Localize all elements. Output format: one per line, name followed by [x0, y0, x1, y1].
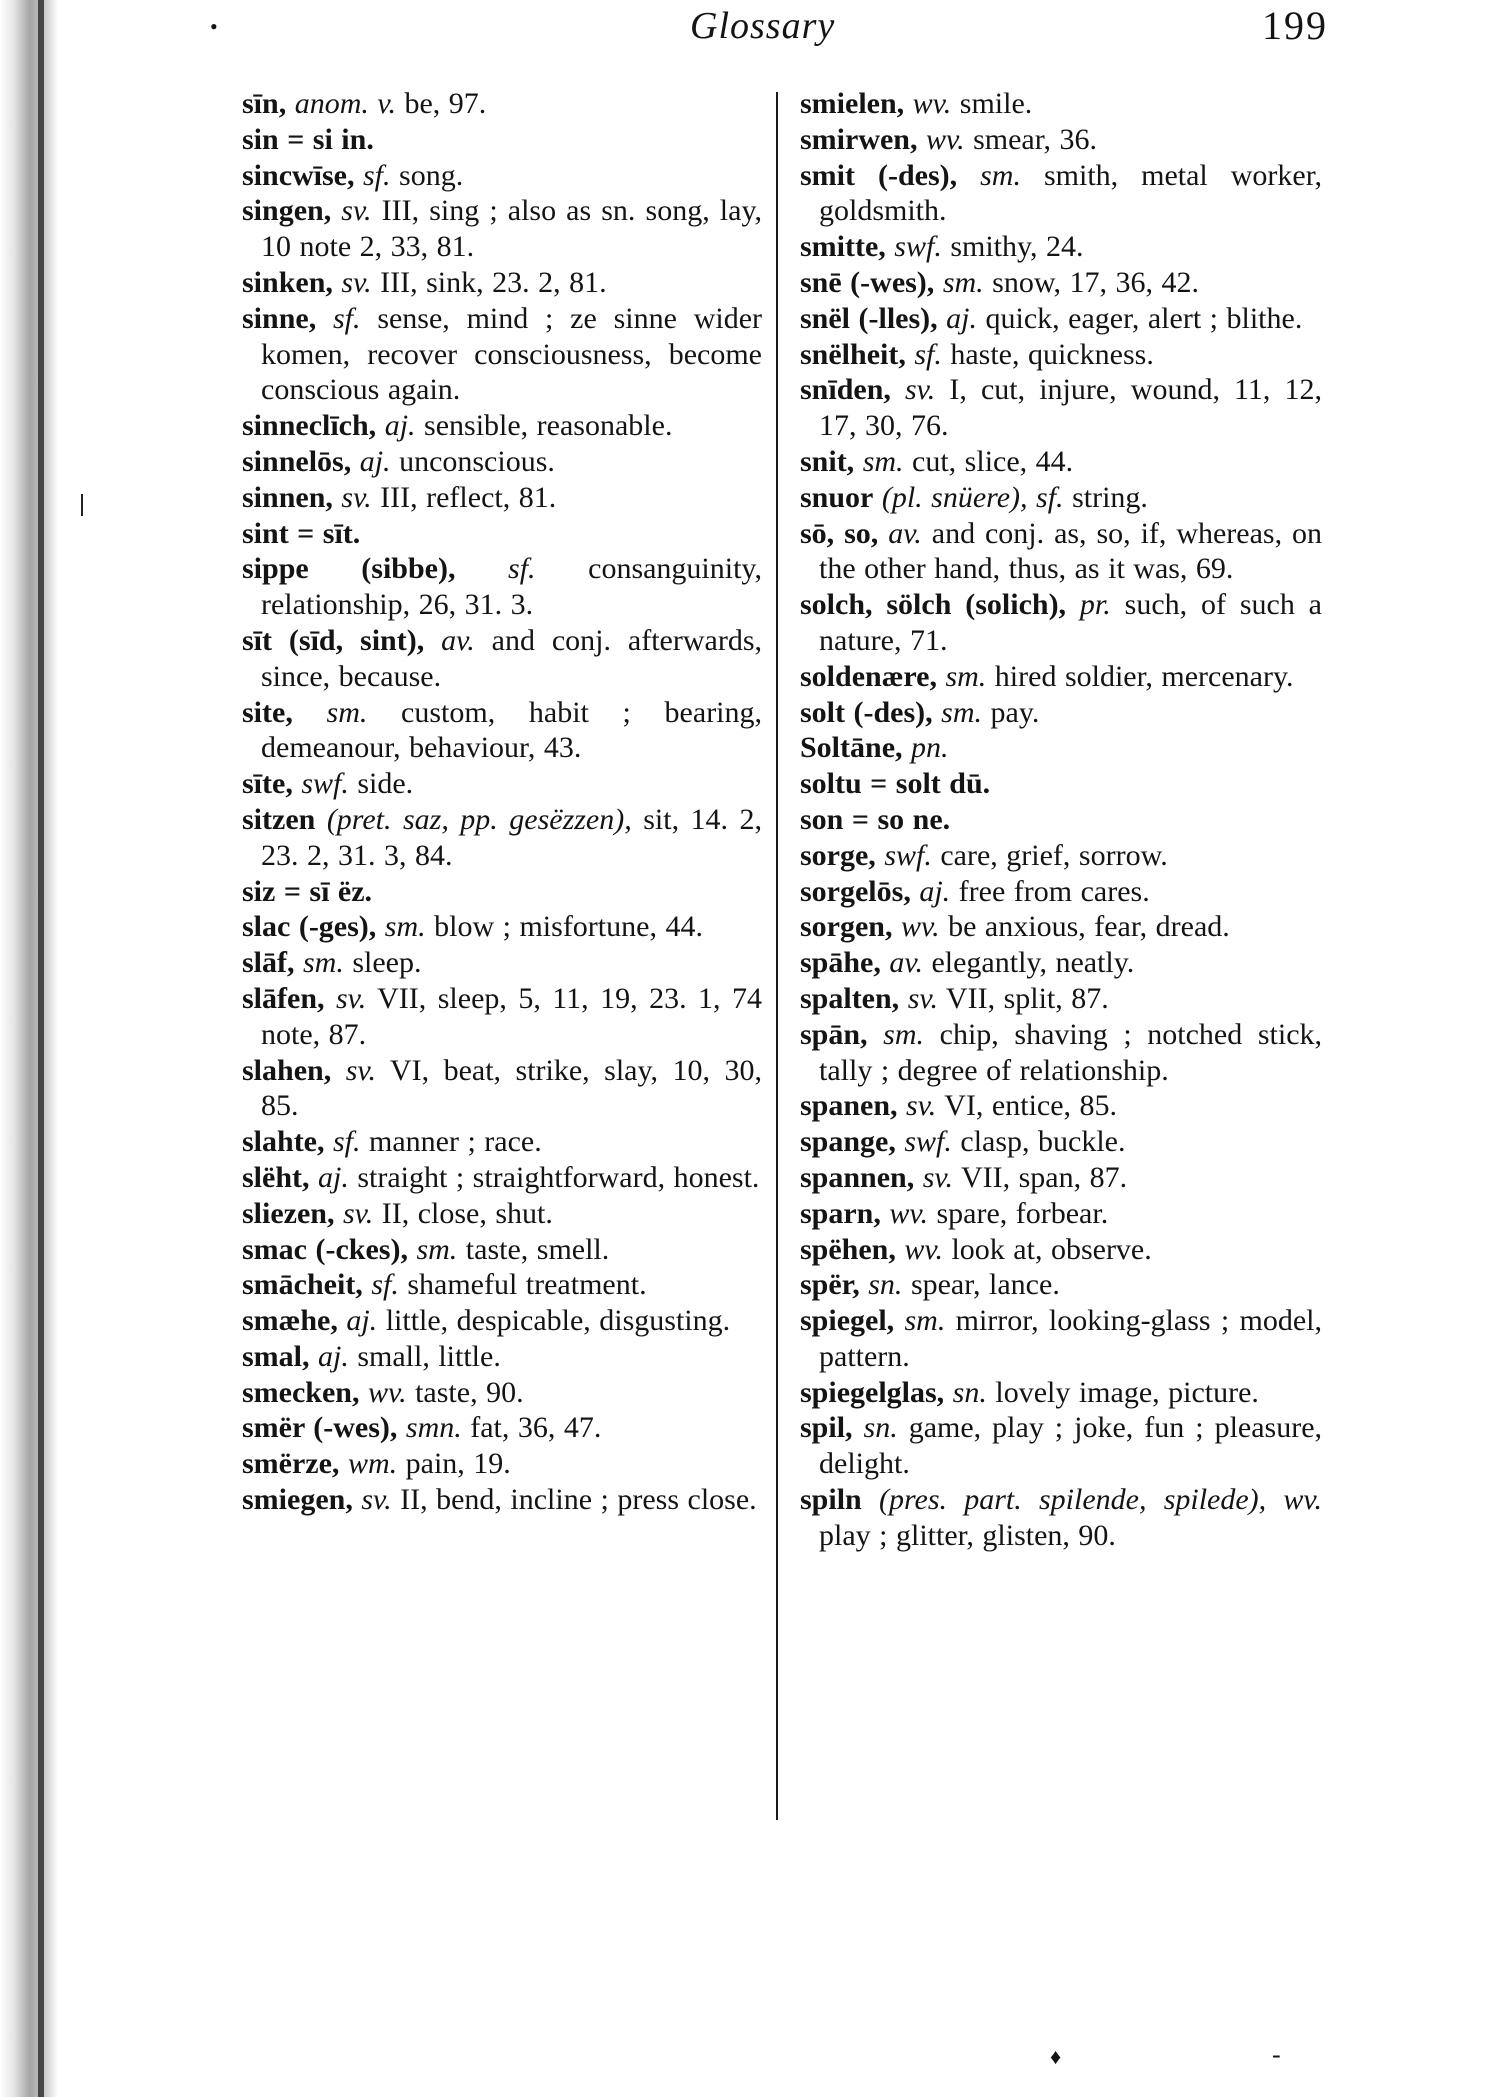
headword: spil,: [800, 1411, 853, 1445]
glossary-entry: [800, 1088, 1322, 1124]
glossary-entry: [800, 86, 1322, 122]
glossary-entry: [242, 874, 762, 910]
headword: son = so ne.: [800, 802, 951, 836]
book-spine-shadow: [0, 0, 58, 2097]
definition: pain, 19.: [405, 1447, 511, 1481]
grammar-label: sf.: [508, 552, 536, 586]
headword: singen,: [242, 194, 332, 228]
glossary-entry: [800, 1482, 1322, 1554]
definition: smithy, 24.: [950, 230, 1084, 264]
glossary-entry: [242, 1339, 762, 1375]
grammar-label: sm.: [941, 695, 982, 729]
definition: elegantly, neatly.: [931, 946, 1135, 980]
definition: play ; glitter, glisten, 90.: [819, 1518, 1116, 1552]
glossary-entry: [800, 372, 1322, 444]
grammar-label: (pres. part. spilende, spilede), wv.: [878, 1483, 1323, 1517]
grammar-label: aj.: [919, 874, 951, 908]
headword: slahen,: [242, 1053, 332, 1087]
glossary-entry: [800, 1232, 1322, 1268]
glossary-entry: [242, 945, 762, 981]
grammar-label: swf.: [894, 230, 942, 264]
headword: spange,: [800, 1125, 896, 1159]
glossary-entry: [242, 802, 762, 874]
headword: slëht,: [242, 1160, 310, 1194]
glossary-entry: [242, 408, 762, 444]
glossary-entry: [800, 337, 1322, 373]
glossary-entry: [800, 1196, 1322, 1232]
definition: III, sing ; also as sn. song, lay, 10 note 2, 33, 81.: [261, 194, 762, 264]
glossary-entry: [242, 1303, 762, 1339]
headword: sin = si in.: [242, 122, 374, 156]
grammar-label: wm.: [347, 1447, 398, 1481]
headword: snē (-wes),: [800, 265, 935, 299]
definition: smear, 36.: [973, 122, 1098, 156]
grammar-label: sm.: [883, 1017, 925, 1051]
headword: solch, sölch (solich),: [800, 588, 1067, 622]
definition: II, close, shut.: [381, 1196, 553, 1230]
definition: pay.: [990, 695, 1040, 729]
glossary-entry: [242, 623, 762, 695]
headword: spër,: [800, 1268, 860, 1302]
definition: and conj. as, so, if, whereas, on the other hand, thus, as it was, 69.: [819, 516, 1323, 586]
definition: VII, sleep, 5, 11, 19, 23. 1, 74 note, 87.: [261, 981, 762, 1051]
glossary-entry: [800, 122, 1322, 158]
glossary-entry: [242, 86, 762, 122]
definition: straight ; straightforward, honest.: [357, 1160, 760, 1194]
definition: taste, smell.: [465, 1232, 610, 1266]
headword: solt (-des),: [800, 695, 933, 729]
definition: side.: [357, 767, 414, 801]
grammar-label: aj.: [384, 409, 416, 443]
glossary-entry: [800, 1267, 1322, 1303]
definition: sense, mind ; ze sinne wider komen, recover consciousness, become conscious again.: [261, 301, 763, 407]
grammar-label: (pl. snüere), sf.: [881, 480, 1064, 514]
glossary-entry: [242, 193, 762, 265]
definition: be, 97.: [404, 87, 487, 120]
headword: siz = sī ëz.: [242, 874, 373, 908]
glossary-entry: [800, 695, 1322, 731]
grammar-label: sm.: [416, 1232, 458, 1266]
headword: smërze,: [242, 1447, 340, 1481]
glossary-entry: [242, 1446, 762, 1482]
glossary-entry: [800, 1017, 1322, 1089]
headword: smiegen,: [242, 1483, 353, 1517]
grammar-label: wv.: [889, 1196, 928, 1230]
headword: sīte,: [242, 767, 293, 801]
headword: snël (-lles),: [800, 301, 938, 335]
glossary-entry: [800, 158, 1322, 230]
grammar-label: av.: [888, 516, 922, 550]
grammar-label: sm.: [384, 910, 426, 944]
glossary-entry: [800, 766, 1322, 802]
headword: site,: [242, 695, 293, 729]
definition: snow, 17, 36, 42.: [992, 265, 1200, 299]
headword: spëhen,: [800, 1232, 896, 1266]
glossary-entry: [242, 265, 762, 301]
headword: snīden,: [800, 373, 891, 407]
grammar-label: sv.: [341, 480, 372, 514]
headword: spiegelglas,: [800, 1375, 945, 1409]
definition: unconscious.: [399, 444, 555, 478]
grammar-label: aj.: [318, 1339, 349, 1373]
headword: sorge,: [800, 838, 876, 872]
glossary-entry: [242, 301, 762, 408]
grammar-label: (pret. saz, pp. gesëzzen),: [326, 802, 632, 836]
headword: sō, so,: [800, 516, 879, 550]
glossary-entry: [242, 909, 762, 945]
headword: slahte,: [242, 1125, 325, 1159]
glossary-right-column: [800, 86, 1322, 1554]
grammar-label: sf.: [363, 158, 391, 192]
glossary-entry: [242, 516, 762, 552]
grammar-label: sv.: [361, 1483, 392, 1517]
grammar-label: wv.: [904, 1232, 943, 1266]
definition: be anxious, fear, dread.: [948, 910, 1230, 944]
headword: sinne,: [242, 301, 317, 335]
book-spine-edge: [38, 0, 44, 2097]
definition: II, bend, incline ; press close.: [400, 1483, 757, 1517]
headword: sparn,: [800, 1196, 881, 1230]
definition: spear, lance.: [910, 1268, 1060, 1302]
definition: manner ; race.: [369, 1125, 542, 1159]
grammar-label: sf.: [914, 337, 942, 371]
headword: sint = sīt.: [242, 516, 361, 550]
headword: sincwīse,: [242, 158, 355, 192]
glossary-entry: [242, 1267, 762, 1303]
glossary-entry: [800, 730, 1322, 766]
definition: consanguinity, relationship, 26, 31. 3.: [261, 552, 762, 622]
grammar-label: sv.: [906, 1089, 937, 1123]
headword: smal,: [242, 1339, 310, 1373]
definition: taste, 90.: [415, 1375, 524, 1409]
glossary-entry: [242, 1196, 762, 1232]
headword: sinnen,: [242, 480, 333, 514]
headword: smitte,: [800, 230, 886, 264]
definition: game, play ; joke, fun ; pleasure, delight.: [819, 1411, 1323, 1481]
grammar-label: sn.: [952, 1375, 987, 1409]
glossary-entry: [800, 945, 1322, 981]
glossary-entry: [800, 265, 1322, 301]
grammar-label: sv.: [335, 981, 367, 1015]
definition: chip, shaving ; notched stick, tally ; degree of relationship.: [819, 1017, 1323, 1087]
definition: haste, quickness.: [950, 337, 1154, 371]
definition: small, little.: [357, 1339, 501, 1373]
definition: shameful treatment.: [407, 1268, 647, 1302]
grammar-label: wv.: [912, 87, 952, 120]
glossary-entry: [242, 1160, 762, 1196]
glossary-entry: [800, 1410, 1322, 1482]
headword: smācheit,: [242, 1268, 363, 1302]
grammar-label: sm.: [945, 659, 987, 693]
headword: spān,: [800, 1017, 868, 1051]
running-title: Glossary: [690, 5, 836, 47]
grammar-label: swf.: [884, 838, 932, 872]
definition: VII, split, 87.: [945, 981, 1109, 1015]
glossary-entry: [800, 838, 1322, 874]
grammar-label: sn.: [863, 1411, 898, 1445]
grammar-label: wv.: [925, 122, 965, 156]
headword: sippe (sibbe),: [242, 552, 456, 586]
grammar-label: sm.: [942, 265, 984, 299]
definition: quick, eager, alert ; blithe.: [985, 301, 1303, 335]
grammar-label: sm.: [904, 1304, 946, 1338]
definition: and conj. afterwards, since, because.: [261, 623, 763, 693]
glossary-entry: [242, 551, 762, 623]
glossary-entry: [800, 480, 1322, 516]
headword: smæhe,: [242, 1304, 338, 1338]
grammar-label: pn.: [911, 731, 949, 765]
glossary-entry: [242, 1232, 762, 1268]
headword: sliezen,: [242, 1196, 335, 1230]
grammar-label: wv.: [367, 1375, 407, 1409]
grammar-label: sv.: [907, 981, 938, 1015]
headword: sinnelōs,: [242, 444, 352, 478]
grammar-label: av.: [441, 623, 475, 657]
grammar-label: smn.: [405, 1411, 462, 1445]
glossary-entry: [800, 1375, 1322, 1411]
definition: sensible, reasonable.: [424, 409, 673, 443]
glossary-entry: [242, 1375, 762, 1411]
glossary-left-column: [242, 86, 762, 1518]
footer-dash: -: [1272, 2040, 1281, 2069]
grammar-label: sm.: [980, 158, 1021, 192]
definition: smith, metal worker, goldsmith.: [819, 158, 1323, 228]
grammar-label: wv.: [901, 910, 940, 944]
grammar-label: pr.: [1079, 588, 1111, 622]
glossary-entry: [800, 1160, 1322, 1196]
headword: sinken,: [242, 265, 333, 299]
glossary-entry: [242, 1482, 762, 1518]
grammar-label: aj.: [359, 444, 391, 478]
headword: soldenære,: [800, 659, 937, 693]
page-number: 199: [1262, 3, 1328, 48]
grammar-label: sm.: [326, 695, 368, 729]
definition: look at, observe.: [951, 1232, 1152, 1266]
definition: spare, forbear.: [936, 1196, 1109, 1230]
grammar-label: sv.: [341, 194, 372, 228]
definition: I, cut, injure, wound, 11, 12, 17, 30, 76.: [819, 373, 1323, 443]
glossary-entry: [800, 909, 1322, 945]
glossary-entry: [242, 1124, 762, 1160]
headword: soltu = solt dū.: [800, 767, 991, 801]
glossary-entry: [800, 301, 1322, 337]
grammar-label: sf.: [333, 1125, 361, 1159]
grammar-label: av.: [889, 946, 923, 980]
headword: spalten,: [800, 981, 900, 1015]
glossary-entry: [242, 1410, 762, 1446]
definition: VI, beat, strike, slay, 10, 30, 85.: [261, 1053, 763, 1123]
definition: free from cares.: [958, 874, 1150, 908]
definition: lovely image, picture.: [995, 1375, 1259, 1409]
headword: sorgelōs,: [800, 874, 911, 908]
grammar-label: aj.: [318, 1160, 349, 1194]
definition: care, grief, sorrow.: [940, 838, 1168, 872]
headword: snit,: [800, 444, 855, 478]
grammar-label: sv.: [345, 1053, 376, 1087]
definition: blow ; misfortune, 44.: [434, 910, 703, 944]
glossary-entry: [800, 981, 1322, 1017]
headword: snuor: [800, 480, 874, 514]
definition: hired soldier, mercenary.: [994, 659, 1294, 693]
headword: smër (-wes),: [242, 1411, 398, 1445]
headword: sīn,: [242, 87, 287, 120]
headword: spannen,: [800, 1160, 915, 1194]
headword: sinneclīch,: [242, 409, 377, 443]
definition: mirror, looking-glass ; model, pattern.: [819, 1304, 1322, 1373]
glossary-entry: [800, 659, 1322, 695]
glossary-entry: [242, 766, 762, 802]
margin-mark: [81, 494, 83, 516]
definition: III, sink, 23. 2, 81.: [380, 265, 607, 299]
glossary-entry: [242, 695, 762, 767]
header-dot: •: [210, 14, 218, 39]
definition: sit, 14. 2, 23. 2, 31. 3, 84.: [261, 802, 763, 872]
glossary-entry: [242, 158, 762, 194]
grammar-label: sv.: [341, 265, 372, 299]
grammar-label: sv.: [342, 1196, 374, 1230]
headword: spiegel,: [800, 1304, 895, 1338]
headword: sitzen: [242, 802, 316, 836]
definition: little, despicable, disgusting.: [385, 1304, 731, 1338]
headword: sorgen,: [800, 910, 893, 944]
glossary-entry: [242, 981, 762, 1053]
grammar-label: aj.: [946, 301, 977, 335]
grammar-label: sv.: [905, 373, 936, 407]
definition: clasp, buckle.: [960, 1125, 1126, 1159]
glossary-entry: [800, 802, 1322, 838]
glossary-entry: [242, 1053, 762, 1125]
grammar-label: sf.: [371, 1268, 399, 1302]
headword: smit (-des),: [800, 158, 958, 192]
headword: smielen,: [800, 87, 905, 120]
headword: snëlheit,: [800, 337, 906, 371]
grammar-label: sm.: [303, 946, 344, 980]
glossary-entry: [800, 444, 1322, 480]
headword: spanen,: [800, 1089, 898, 1123]
glossary-entry: [800, 229, 1322, 265]
definition: string.: [1072, 480, 1148, 514]
footer-mark: ♦: [1050, 2044, 1062, 2069]
definition: custom, habit ; bearing, demeanour, behaviour, 43.: [261, 695, 763, 765]
definition: cut, slice, 44.: [912, 444, 1074, 478]
definition: song.: [399, 158, 464, 192]
grammar-label: swf.: [904, 1125, 952, 1159]
grammar-label: sf.: [333, 301, 361, 335]
headword: Soltāne,: [800, 731, 903, 765]
glossary-entry: [800, 874, 1322, 910]
headword: smecken,: [242, 1375, 360, 1409]
headword: slac (-ges),: [242, 910, 377, 944]
headword: slāf,: [242, 946, 295, 980]
glossary-entry: [800, 516, 1322, 588]
definition: sleep.: [352, 946, 422, 980]
glossary-entry: [800, 1124, 1322, 1160]
glossary-entry: [242, 444, 762, 480]
grammar-label: aj.: [346, 1304, 378, 1338]
definition: VI, entice, 85.: [944, 1089, 1118, 1123]
definition: smile.: [959, 87, 1033, 120]
glossary-entry: [242, 122, 762, 158]
grammar-label: sn.: [868, 1268, 903, 1302]
headword: sīt (sīd, sint),: [242, 623, 425, 657]
definition: such, of such a nature, 71.: [819, 588, 1322, 657]
headword: slāfen,: [242, 981, 325, 1015]
glossary-entry: [800, 587, 1322, 659]
definition: fat, 36, 47.: [470, 1411, 602, 1445]
glossary-entry: [800, 1303, 1322, 1375]
headword: smac (-ckes),: [242, 1232, 408, 1266]
definition: VII, span, 87.: [960, 1160, 1128, 1194]
column-divider: [776, 92, 778, 1820]
grammar-label: sv.: [922, 1160, 953, 1194]
grammar-label: sm.: [862, 444, 904, 478]
headword: spiln: [800, 1483, 862, 1517]
definition: III, reflect, 81.: [380, 480, 557, 514]
glossary-entry: [242, 480, 762, 516]
grammar-label: anom. v.: [294, 87, 396, 120]
headword: spāhe,: [800, 946, 881, 980]
grammar-label: swf.: [301, 767, 349, 801]
headword: smirwen,: [800, 122, 918, 156]
